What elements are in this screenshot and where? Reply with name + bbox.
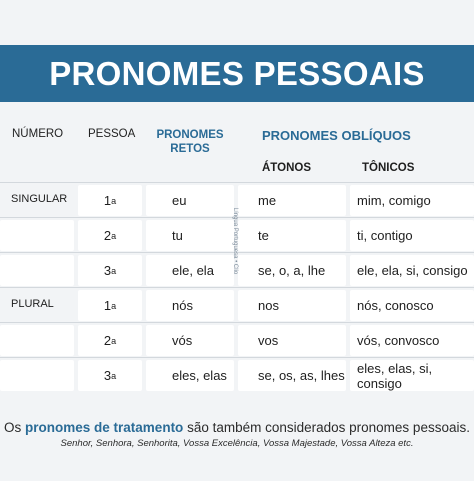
cell-tonico: vós, convosco bbox=[350, 325, 474, 356]
cell-numero: PLURAL bbox=[11, 298, 54, 310]
row-divider bbox=[0, 287, 474, 288]
cell-atono: me bbox=[238, 185, 346, 216]
watermark-text: Língua Portuguesa • Clio bbox=[232, 207, 239, 275]
header-pronomes-obliquos: PRONOMES OBLÍQUOS bbox=[262, 128, 411, 143]
cell-pessoa bbox=[78, 220, 142, 251]
cell-tonico: ele, ela, si, consigo bbox=[350, 255, 474, 286]
page-title: PRONOMES PESSOAIS bbox=[49, 54, 425, 92]
pessoa-number: 2 bbox=[103, 333, 112, 348]
cell-pessoa bbox=[78, 185, 142, 216]
table-row bbox=[0, 287, 474, 323]
ordinal-suffix: a bbox=[111, 195, 117, 206]
cell-tonico: mim, comigo bbox=[350, 185, 474, 216]
ordinal-suffix: a bbox=[111, 370, 117, 381]
cell-reto: tu bbox=[146, 220, 234, 251]
cell-pessoa bbox=[78, 290, 142, 321]
footer-note bbox=[0, 420, 474, 435]
header-pessoa: PESSOA bbox=[88, 128, 136, 140]
cell-tonico: ti, contigo bbox=[350, 220, 474, 251]
pessoa-number: 2 bbox=[103, 228, 112, 243]
cell-tonico: nós, conosco bbox=[350, 290, 474, 321]
cell-pessoa bbox=[78, 325, 142, 356]
ordinal-suffix: a bbox=[111, 300, 117, 311]
ordinal-suffix: a bbox=[111, 265, 117, 276]
row-divider bbox=[0, 322, 474, 323]
ordinal-suffix: a bbox=[111, 230, 117, 241]
header-numero: NÚMERO bbox=[12, 128, 64, 140]
cell-tonico: eles, elas, si, consigo bbox=[350, 360, 474, 391]
footer-after: são também considerados pronomes pessoais. bbox=[183, 420, 470, 435]
pessoa-number: 3 bbox=[103, 368, 112, 383]
cell-reto: eles, elas bbox=[146, 360, 234, 391]
cell-numero bbox=[0, 220, 74, 251]
cell-atono: nos bbox=[238, 290, 346, 321]
footer-examples: Senhor, Senhora, Senhorita, Vossa Excelência, Vossa Majestade, Vossa Alteza etc. bbox=[60, 438, 414, 449]
header-retos-line2: RETOS bbox=[170, 143, 210, 155]
ordinal-suffix: a bbox=[111, 335, 117, 346]
cell-reto: vós bbox=[146, 325, 234, 356]
title-banner bbox=[0, 45, 474, 102]
cell-pessoa bbox=[78, 360, 142, 391]
footer-before: Os bbox=[4, 420, 26, 435]
cell-pessoa bbox=[78, 255, 142, 286]
header-atonos: ÁTONOS bbox=[262, 162, 311, 174]
cell-reto: eu bbox=[146, 185, 234, 216]
pessoa-number: 3 bbox=[103, 263, 112, 278]
cell-atono: vos bbox=[238, 325, 346, 356]
header-retos-line1: PRONOMES bbox=[156, 129, 224, 141]
row-divider bbox=[0, 182, 474, 183]
cell-numero: SINGULAR bbox=[11, 193, 68, 205]
cell-atono: se, o, a, lhe bbox=[238, 255, 346, 286]
cell-atono: te bbox=[238, 220, 346, 251]
cell-numero bbox=[0, 255, 74, 286]
table-row bbox=[0, 322, 474, 358]
header-pronomes-retos bbox=[150, 128, 230, 156]
cell-numero bbox=[0, 325, 74, 356]
header-tonicos: TÔNICOS bbox=[362, 162, 415, 174]
cell-reto: nós bbox=[146, 290, 234, 321]
pessoa-number: 1 bbox=[103, 193, 112, 208]
cell-reto: ele, ela bbox=[146, 255, 234, 286]
footer-highlight: pronomes de tratamento bbox=[25, 420, 184, 435]
cell-numero bbox=[0, 360, 74, 391]
watermark bbox=[222, 196, 248, 286]
row-divider bbox=[0, 357, 474, 358]
cell-atono: se, os, as, lhes bbox=[238, 360, 346, 391]
pessoa-number: 1 bbox=[103, 298, 112, 313]
table-row bbox=[0, 357, 474, 393]
